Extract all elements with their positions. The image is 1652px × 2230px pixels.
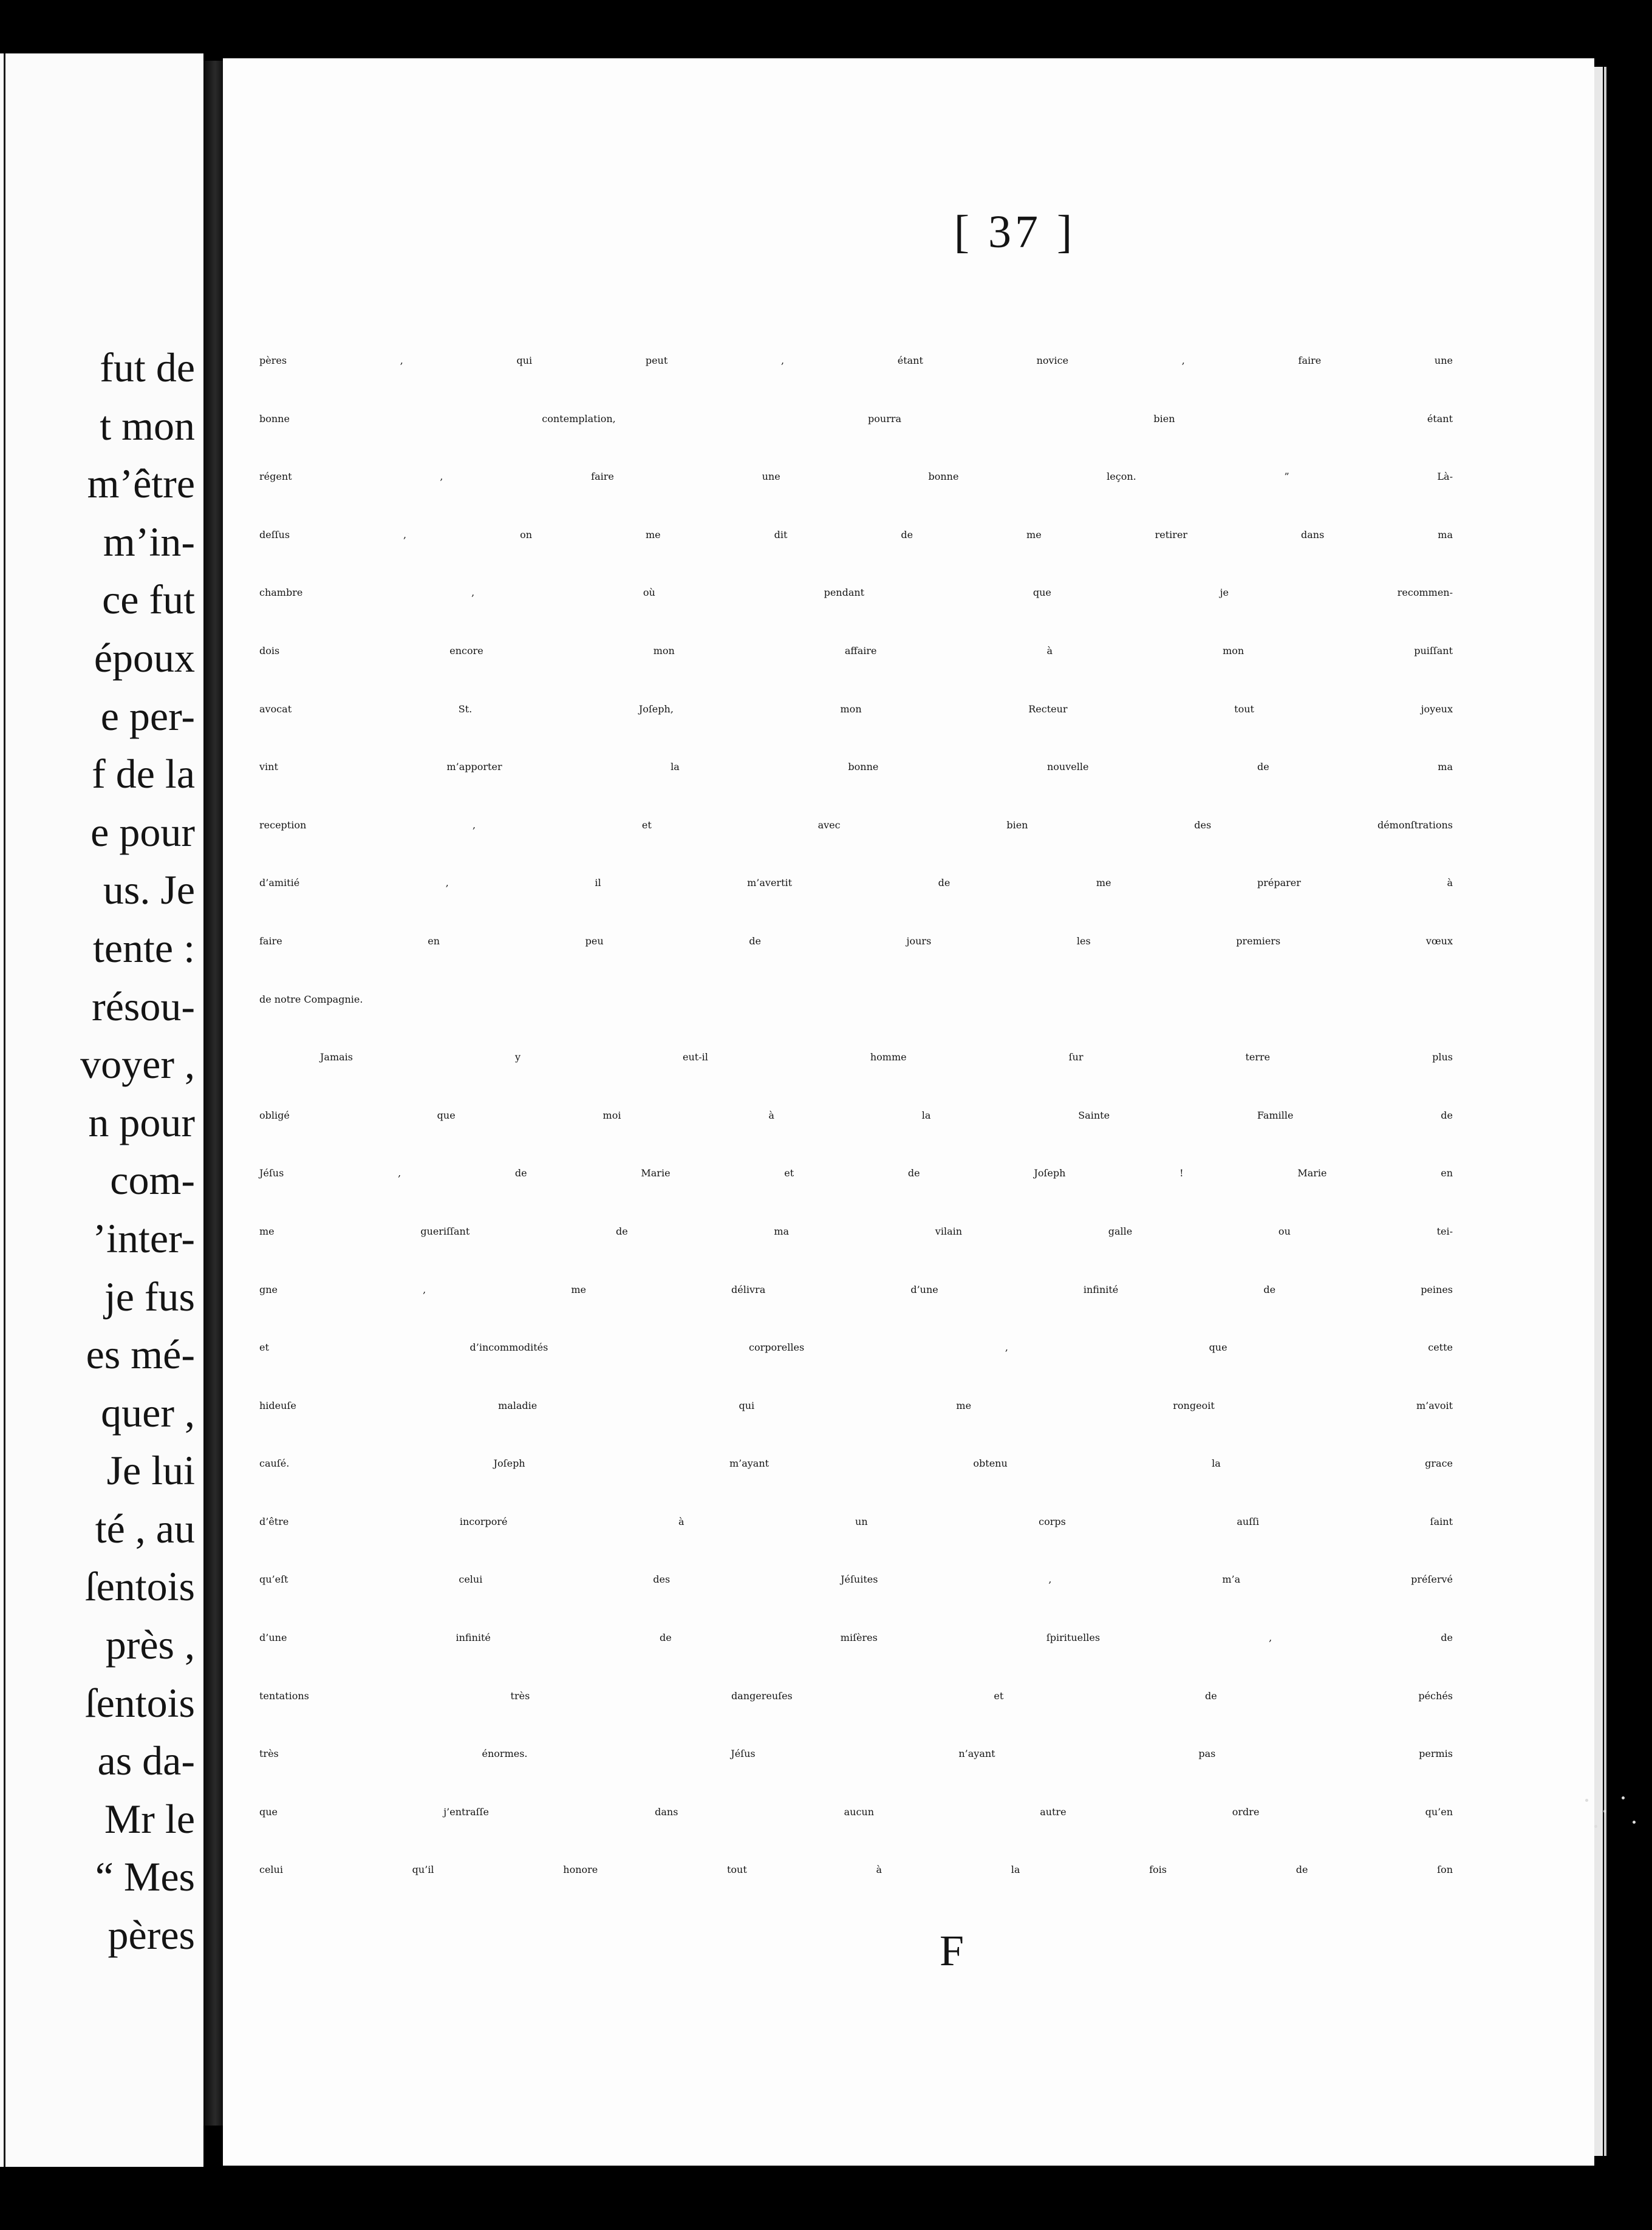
previous-page-line: près , <box>105 1621 195 1668</box>
text-line: très énormes. Jéſus n’ayant pas permis <box>259 1748 1453 1760</box>
previous-page-line: ’inter- <box>92 1215 195 1261</box>
text-line: et d’incommodités corporelles , que cette <box>259 1342 1453 1354</box>
page-bottom <box>223 2155 1594 2166</box>
text-line: reception , et avec bien des démonſtrations <box>259 819 1453 831</box>
text-line: bonne contemplation, pourra bien étant <box>259 412 1453 425</box>
book-gutter <box>203 61 223 2126</box>
text-line: Jamais y eut-il homme ſur terre plus <box>320 1051 1453 1063</box>
previous-page-line: ſentois <box>84 1679 195 1726</box>
previous-page-line: quer , <box>101 1389 195 1436</box>
text-line: que j’entraſſe dans aucun autre ordre qu’en <box>259 1805 1453 1818</box>
next-pages-edge-line <box>1604 67 1606 2156</box>
previous-page-line: n pour <box>88 1099 195 1145</box>
text-line: chambre , où pendant que je recommen- <box>259 587 1453 599</box>
previous-page-line: Je lui <box>106 1447 195 1494</box>
previous-page-line: us. Je <box>103 867 195 913</box>
previous-page-line: ce fut <box>102 576 195 623</box>
text-line: pères , qui peut , étant novice , faire une <box>259 355 1453 366</box>
body-text <box>259 355 1453 1922</box>
page-edge-line <box>4 53 5 2167</box>
previous-page-line: té , au <box>95 1505 195 1552</box>
text-line: celui qu’il honore tout à la fois de ſon <box>259 1864 1453 1876</box>
previous-page-line: as da- <box>97 1737 195 1784</box>
previous-page-line: e per- <box>100 692 195 739</box>
text-line: me gueriſſant de ma vilain galle ou tei- <box>259 1225 1453 1237</box>
previous-page-line: com- <box>110 1157 195 1204</box>
text-line: deſſus , on me dit de me retirer dans ma <box>259 528 1453 540</box>
previous-page-line: “ Mes <box>95 1853 195 1900</box>
previous-page-line: m’être <box>87 460 195 507</box>
previous-page-line: t mon <box>100 402 195 449</box>
previous-page <box>0 53 203 2167</box>
previous-page-line: pères <box>108 1912 195 1959</box>
previous-page-line: je fus <box>104 1273 195 1320</box>
current-page <box>223 58 1594 2166</box>
signature-mark: F <box>940 1926 964 1975</box>
text-line: d’amitié , il m’avertit de me préparer à <box>259 877 1453 889</box>
previous-page-line: es mé- <box>86 1331 195 1378</box>
text-line: avocat St. Joſeph, mon Recteur tout joyeux <box>259 703 1453 715</box>
previous-page-line: m’in- <box>103 518 195 565</box>
text-line: tentations très dangereuſes et de péchés <box>259 1690 1453 1702</box>
text-line: d’être incorporé à un corps auſſi ſaint <box>259 1515 1453 1527</box>
text-line: faire en peu de jours les premiers vœux <box>259 935 1453 947</box>
next-pages-edge <box>1594 67 1603 2156</box>
page-number: [ 37 ] <box>954 206 1076 257</box>
text-line: gne , me délivra d’une infinité de peines <box>259 1283 1453 1295</box>
previous-page-line: fut de <box>100 344 195 390</box>
text-line: Jéſus , de Marie et de Joſeph ! Marie en <box>259 1167 1453 1179</box>
text-line: d’une infinité de miſères ſpirituelles , de <box>259 1632 1453 1644</box>
text-line: cauſé. Joſeph m’ayant obtenu la grace <box>259 1458 1453 1470</box>
text-line: qu’eſt celui des Jéſuites , m’a préſervé <box>259 1574 1453 1586</box>
text-line: hideuſe maladie qui me rongeoit m’avoit <box>259 1399 1453 1411</box>
previous-page-line: Mr le <box>104 1795 195 1842</box>
previous-page-line: voyer , <box>80 1041 195 1088</box>
previous-page-line: époux <box>94 634 195 681</box>
previous-page-text-fragments <box>80 339 195 1965</box>
previous-page-line: e pour <box>90 808 195 855</box>
text-line: obligé que moi à la Sainte Famille de <box>259 1109 1453 1121</box>
previous-page-line: ſentois <box>84 1563 195 1610</box>
text-line: vint m’apporter la bonne nouvelle de ma <box>259 761 1453 773</box>
text-line: de notre Compagnie. <box>259 993 363 1005</box>
previous-page-line: f de la <box>92 751 195 797</box>
text-line: dois encore mon affaire à mon puiſſant <box>259 644 1453 656</box>
previous-page-line: résou- <box>92 983 195 1029</box>
scan-specks <box>1579 1792 1646 1840</box>
previous-page-line: tente : <box>92 924 195 971</box>
text-line: régent , faire une bonne leçon. ” Là- <box>259 471 1453 483</box>
